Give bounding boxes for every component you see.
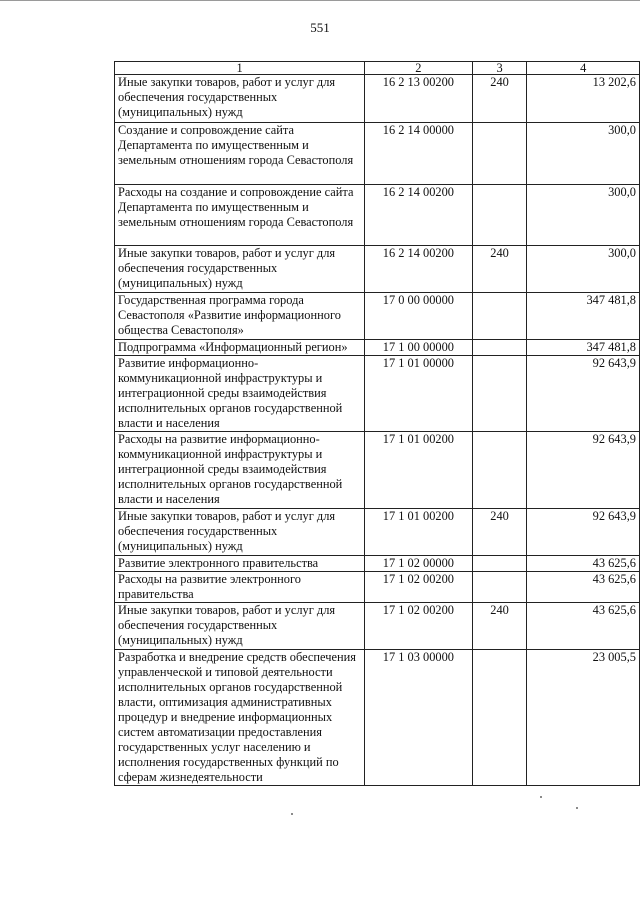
- row-description: Иные закупки товаров, работ и услуг для обеспечения государственных (муниципальных) нужд: [115, 75, 365, 123]
- row-description: Расходы на развитие информационно-коммуникационной инфраструктуры и интеграционной среды взаимодействия исполнительных органов государственной власти и населения: [115, 432, 365, 509]
- row-description: Разработка и внедрение средств обеспечения управленческой и типовой деятельности исполнительных органов государственной власти, оптимизация административных процедур и внедрение информационных систем автоматизации предоставления государственных услуг населению и исполнения государственных функций по сферам жизнедеятельности: [115, 650, 365, 786]
- row-target-code: 17 1 03 00000: [365, 650, 473, 786]
- header-col-2: 2: [365, 62, 473, 75]
- table-row: [115, 356, 640, 432]
- table-row: [115, 293, 640, 340]
- row-amount: 92 643,9: [527, 509, 640, 556]
- page-number: 551: [310, 20, 330, 35]
- row-expense-type: [472, 123, 527, 185]
- row-target-code: 17 1 02 00200: [365, 572, 473, 603]
- scan-speck: [291, 813, 293, 815]
- row-description: Подпрограмма «Информационный регион»: [115, 340, 365, 356]
- table-row: [115, 432, 640, 509]
- row-description: Расходы на создание и сопровождение сайта Департамента по имущественным и земельным отношениям города Севастополя: [115, 185, 365, 246]
- budget-table: [114, 61, 640, 786]
- row-expense-type: [472, 432, 527, 509]
- row-amount: 92 643,9: [527, 432, 640, 509]
- row-amount: 43 625,6: [527, 603, 640, 650]
- row-amount: 23 005,5: [527, 650, 640, 786]
- row-target-code: 17 1 02 00200: [365, 603, 473, 650]
- table-row: [115, 185, 640, 246]
- row-description: Развитие электронного правительства: [115, 556, 365, 572]
- row-expense-type: [472, 650, 527, 786]
- table-row: [115, 75, 640, 123]
- table-row: [115, 650, 640, 786]
- row-amount: 43 625,6: [527, 556, 640, 572]
- row-target-code: 16 2 13 00200: [365, 75, 473, 123]
- row-amount: 13 202,6: [527, 75, 640, 123]
- table-row: [115, 603, 640, 650]
- scan-speck: [576, 807, 578, 809]
- row-expense-type: 240: [472, 246, 527, 293]
- row-target-code: 17 1 01 00200: [365, 432, 473, 509]
- row-target-code: 16 2 14 00200: [365, 246, 473, 293]
- scan-speck: [540, 796, 542, 798]
- table-row: [115, 123, 640, 185]
- table-row: [115, 509, 640, 556]
- row-expense-type: 240: [472, 509, 527, 556]
- row-amount: 300,0: [527, 246, 640, 293]
- row-target-code: 17 1 00 00000: [365, 340, 473, 356]
- header-col-1: 1: [115, 62, 365, 75]
- table-row: [115, 572, 640, 603]
- row-expense-type: 240: [472, 75, 527, 123]
- row-amount: 300,0: [527, 185, 640, 246]
- table-header-row: [115, 62, 640, 75]
- row-description: Расходы на развитие электронного правительства: [115, 572, 365, 603]
- row-expense-type: [472, 356, 527, 432]
- header-col-4: 4: [527, 62, 640, 75]
- row-expense-type: [472, 556, 527, 572]
- row-amount: 300,0: [527, 123, 640, 185]
- table-row: [115, 556, 640, 572]
- table-row: [115, 246, 640, 293]
- row-description: Иные закупки товаров, работ и услуг для обеспечения государственных (муниципальных) нужд: [115, 509, 365, 556]
- row-expense-type: [472, 185, 527, 246]
- row-target-code: 17 0 00 00000: [365, 293, 473, 340]
- row-target-code: 17 1 01 00000: [365, 356, 473, 432]
- row-target-code: 17 1 02 00000: [365, 556, 473, 572]
- scan-edge-line: [0, 0, 640, 1]
- row-description: Иные закупки товаров, работ и услуг для обеспечения государственных (муниципальных) нужд: [115, 246, 365, 293]
- row-amount: 92 643,9: [527, 356, 640, 432]
- row-expense-type: [472, 340, 527, 356]
- row-target-code: 17 1 01 00200: [365, 509, 473, 556]
- table-row: [115, 340, 640, 356]
- header-col-3: 3: [472, 62, 527, 75]
- row-amount: 347 481,8: [527, 293, 640, 340]
- row-amount: 43 625,6: [527, 572, 640, 603]
- row-expense-type: [472, 572, 527, 603]
- row-description: Иные закупки товаров, работ и услуг для обеспечения государственных (муниципальных) нужд: [115, 603, 365, 650]
- row-expense-type: 240: [472, 603, 527, 650]
- row-description: Создание и сопровождение сайта Департамента по имущественным и земельным отношениям города Севастополя: [115, 123, 365, 185]
- row-description: Государственная программа города Севастополя «Развитие информационного общества Севастополя»: [115, 293, 365, 340]
- row-description: Развитие информационно-коммуникационной инфраструктуры и интеграционной среды взаимодействия исполнительных органов государственной власти и населения: [115, 356, 365, 432]
- row-expense-type: [472, 293, 527, 340]
- row-amount: 347 481,8: [527, 340, 640, 356]
- row-target-code: 16 2 14 00000: [365, 123, 473, 185]
- row-target-code: 16 2 14 00200: [365, 185, 473, 246]
